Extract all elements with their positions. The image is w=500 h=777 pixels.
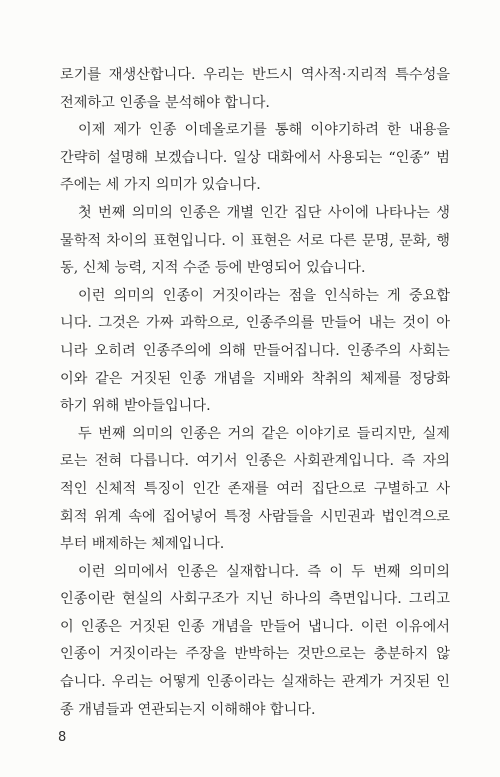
- page-number: 8: [58, 730, 67, 745]
- text-line: 물학적 차이의 표현입니다. 이 표현은 서로 다른 문명, 문화, 행: [60, 232, 450, 249]
- text-line: 로는 전혀 다릅니다. 여기서 인종은 사회관계입니다. 즉 자의: [60, 453, 450, 470]
- text-line: 종 개념들과 연관되는지 이해해야 합니다.: [60, 701, 316, 718]
- text-line: 니다. 그것은 가짜 과학으로, 인종주의를 만들어 내는 것이 아: [60, 315, 450, 332]
- text-line: 적인 신체적 특징이 인간 존재를 여러 집단으로 구별하고 사: [60, 480, 450, 497]
- text-line: 습니다. 우리는 어떻게 인종이라는 실재하는 관계가 거짓된 인: [60, 674, 450, 691]
- text-line: 회적 위계 속에 집어넣어 특정 사람들을 시민권과 법인격으로: [60, 508, 450, 525]
- text-line: 이런 의미의 인종이 거짓이라는 점을 인식하는 게 중요합: [78, 287, 450, 304]
- text-line: 인종이란 현실의 사회구조가 지닌 하나의 측면입니다. 그리고: [60, 591, 450, 608]
- text-line: 두 번째 의미의 인종은 거의 같은 이야기로 들리지만, 실제: [78, 425, 450, 442]
- text-line: 전제하고 인종을 분석해야 합니다.: [60, 94, 270, 111]
- text-line: 이와 같은 거짓된 인종 개념을 지배와 착취의 체제를 정당화: [60, 370, 450, 387]
- text-line: 이 인종은 거짓된 인종 개념을 만들어 냅니다. 이런 이유에서: [60, 618, 450, 635]
- text-line: 로기를 재생산합니다. 우리는 반드시 역사적·지리적 특수성을: [60, 67, 450, 83]
- text-line: 이제 제가 인종 이데올로기를 통해 이야기하려 한 내용을: [78, 122, 450, 139]
- text-line: 주에는 세 가지 의미가 있습니다.: [60, 177, 261, 194]
- text-line: 첫 번째 의미의 인종은 개별 인간 집단 사이에 나타나는 생: [78, 204, 450, 221]
- text-line: 이런 의미에서 인종은 실재합니다. 즉 이 두 번째 의미의: [78, 563, 450, 580]
- text-line: 니라 오히려 인종주의에 의해 만들어집니다. 인종주의 사회는: [60, 342, 450, 359]
- text-line: 동, 신체 능력, 지적 수준 등에 반영되어 있습니다.: [60, 260, 366, 277]
- text-line: 하기 위해 받아들입니다.: [60, 398, 211, 415]
- text-line: 부터 배제하는 체제입니다.: [60, 536, 225, 553]
- body-text: [60, 62, 450, 724]
- text-line: 인종이 거짓이라는 주장을 반박하는 것만으로는 충분하지 않: [60, 646, 450, 663]
- text-line: 간략히 설명해 보겠습니다. 일상 대화에서 사용되는 “인종” 범: [60, 149, 450, 166]
